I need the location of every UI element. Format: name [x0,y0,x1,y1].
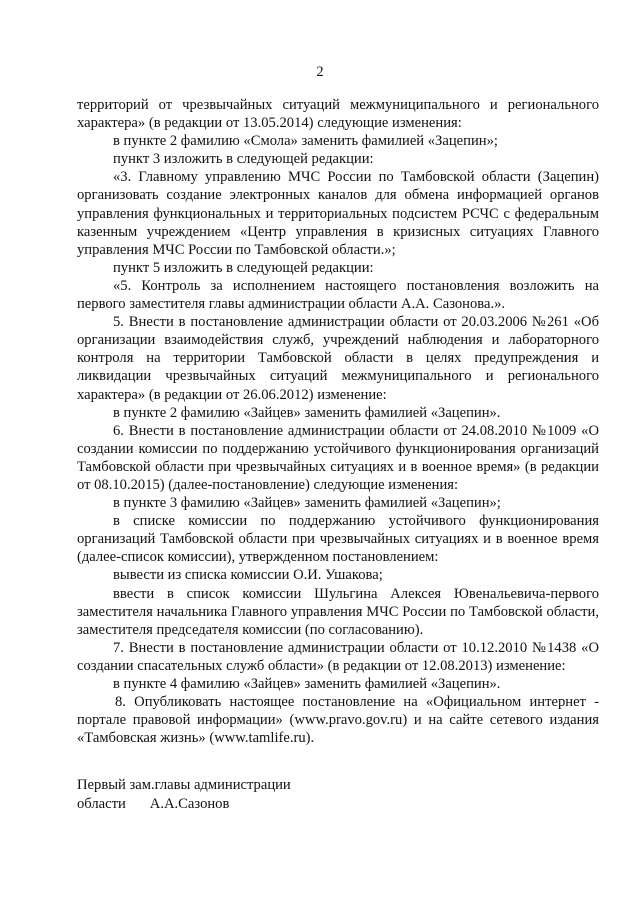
signatory-name: А.А.Сазонов [149,795,230,812]
paragraph: вывести из списка комиссии О.И. Ушакова; [113,567,383,584]
signature-region: области [77,795,126,812]
paragraph: 7. Внести в постановление администрации области от 10.12.2010 №1438 «О создании спасательных служб области» (в редакции от 12.08.2013) изменение: [77,639,599,674]
paragraph: «3. Главному управлению МЧС России по Тамбовской области (Зацепин) организовать создание электронных каналов для обмена информацией органов управления функциональных и территориальных подсистем РСЧС с федеральным казенным учреждением «Центр управления в кризисных ситуациях Главного управления МЧС России по Тамбовской области.»; [77,169,599,258]
paragraph: пункт 3 изложить в следующей редакции: [113,151,374,168]
signature-line [77,795,291,814]
paragraph: в пункте 3 фамилию «Зайцев» заменить фамилией «Зацепин»; [113,495,501,512]
paragraph: в пункте 2 фамилию «Смола» заменить фамилией «Зацепин»; [113,133,498,150]
paragraph: в списке комиссии по поддержанию устойчивого функционирования организаций Тамбовской области при чрезвычайных ситуациях и в военное время (далее-список комиссии), утвержденном постановлением: [77,513,599,566]
paragraph: 6. Внести в постановление администрации области от 24.08.2010 №1009 «О создании комиссии по поддержанию устойчивого функционирования организаций Тамбовской области при чрезвычайных ситуациях и в военное время» (в редакции от 08.10.2015) (далее-постановление) следующие изменения: [77,422,599,493]
paragraph: ввести в список комиссии Шульгина Алексея Ювенальевича-первого заместителя начальника Главного управления МЧС России по Тамбовской области, заместителя председателя комиссии (по согласованию). [77,585,599,638]
paragraph: территорий от чрезвычайных ситуаций межмуниципального и регионального характера» (в редакции от 13.05.2014) следующие изменения: [77,97,599,132]
paragraph: 5. Внести в постановление администрации области от 20.03.2006 №261 «Об организации взаимодействия служб, учреждений наблюдения и лабораторного контроля на территории Тамбовской области в целях предупреждения и ликвидации чрезвычайных ситуаций межмуниципального и регионального характера» (в редакции от 26.06.2012) изменение: [77,314,599,403]
signature-title: Первый зам.главы администрации [77,777,291,793]
page-number: 2 [316,64,324,80]
document-body [77,96,599,747]
paragraph: 8. Опубликовать настоящее постановление на «Официальном интернет - портале правовой информации» (www.pravo.gov.ru) и на сайте сетевого издания «Тамбовская жизнь» (www.tamlife.ru). [77,694,599,747]
paragraph: пункт 5 изложить в следующей редакции: [113,259,374,276]
paragraph: в пункте 4 фамилию «Зайцев» заменить фамилией «Зацепин». [113,676,501,692]
signature-block [77,776,291,813]
paragraph: «5. Контроль за исполнением настоящего постановления возложить на первого заместителя главы администрации области А.А. Сазонова.». [77,277,599,313]
paragraph: в пункте 2 фамилию «Зайцев» заменить фамилией «Зацепин». [113,404,501,421]
